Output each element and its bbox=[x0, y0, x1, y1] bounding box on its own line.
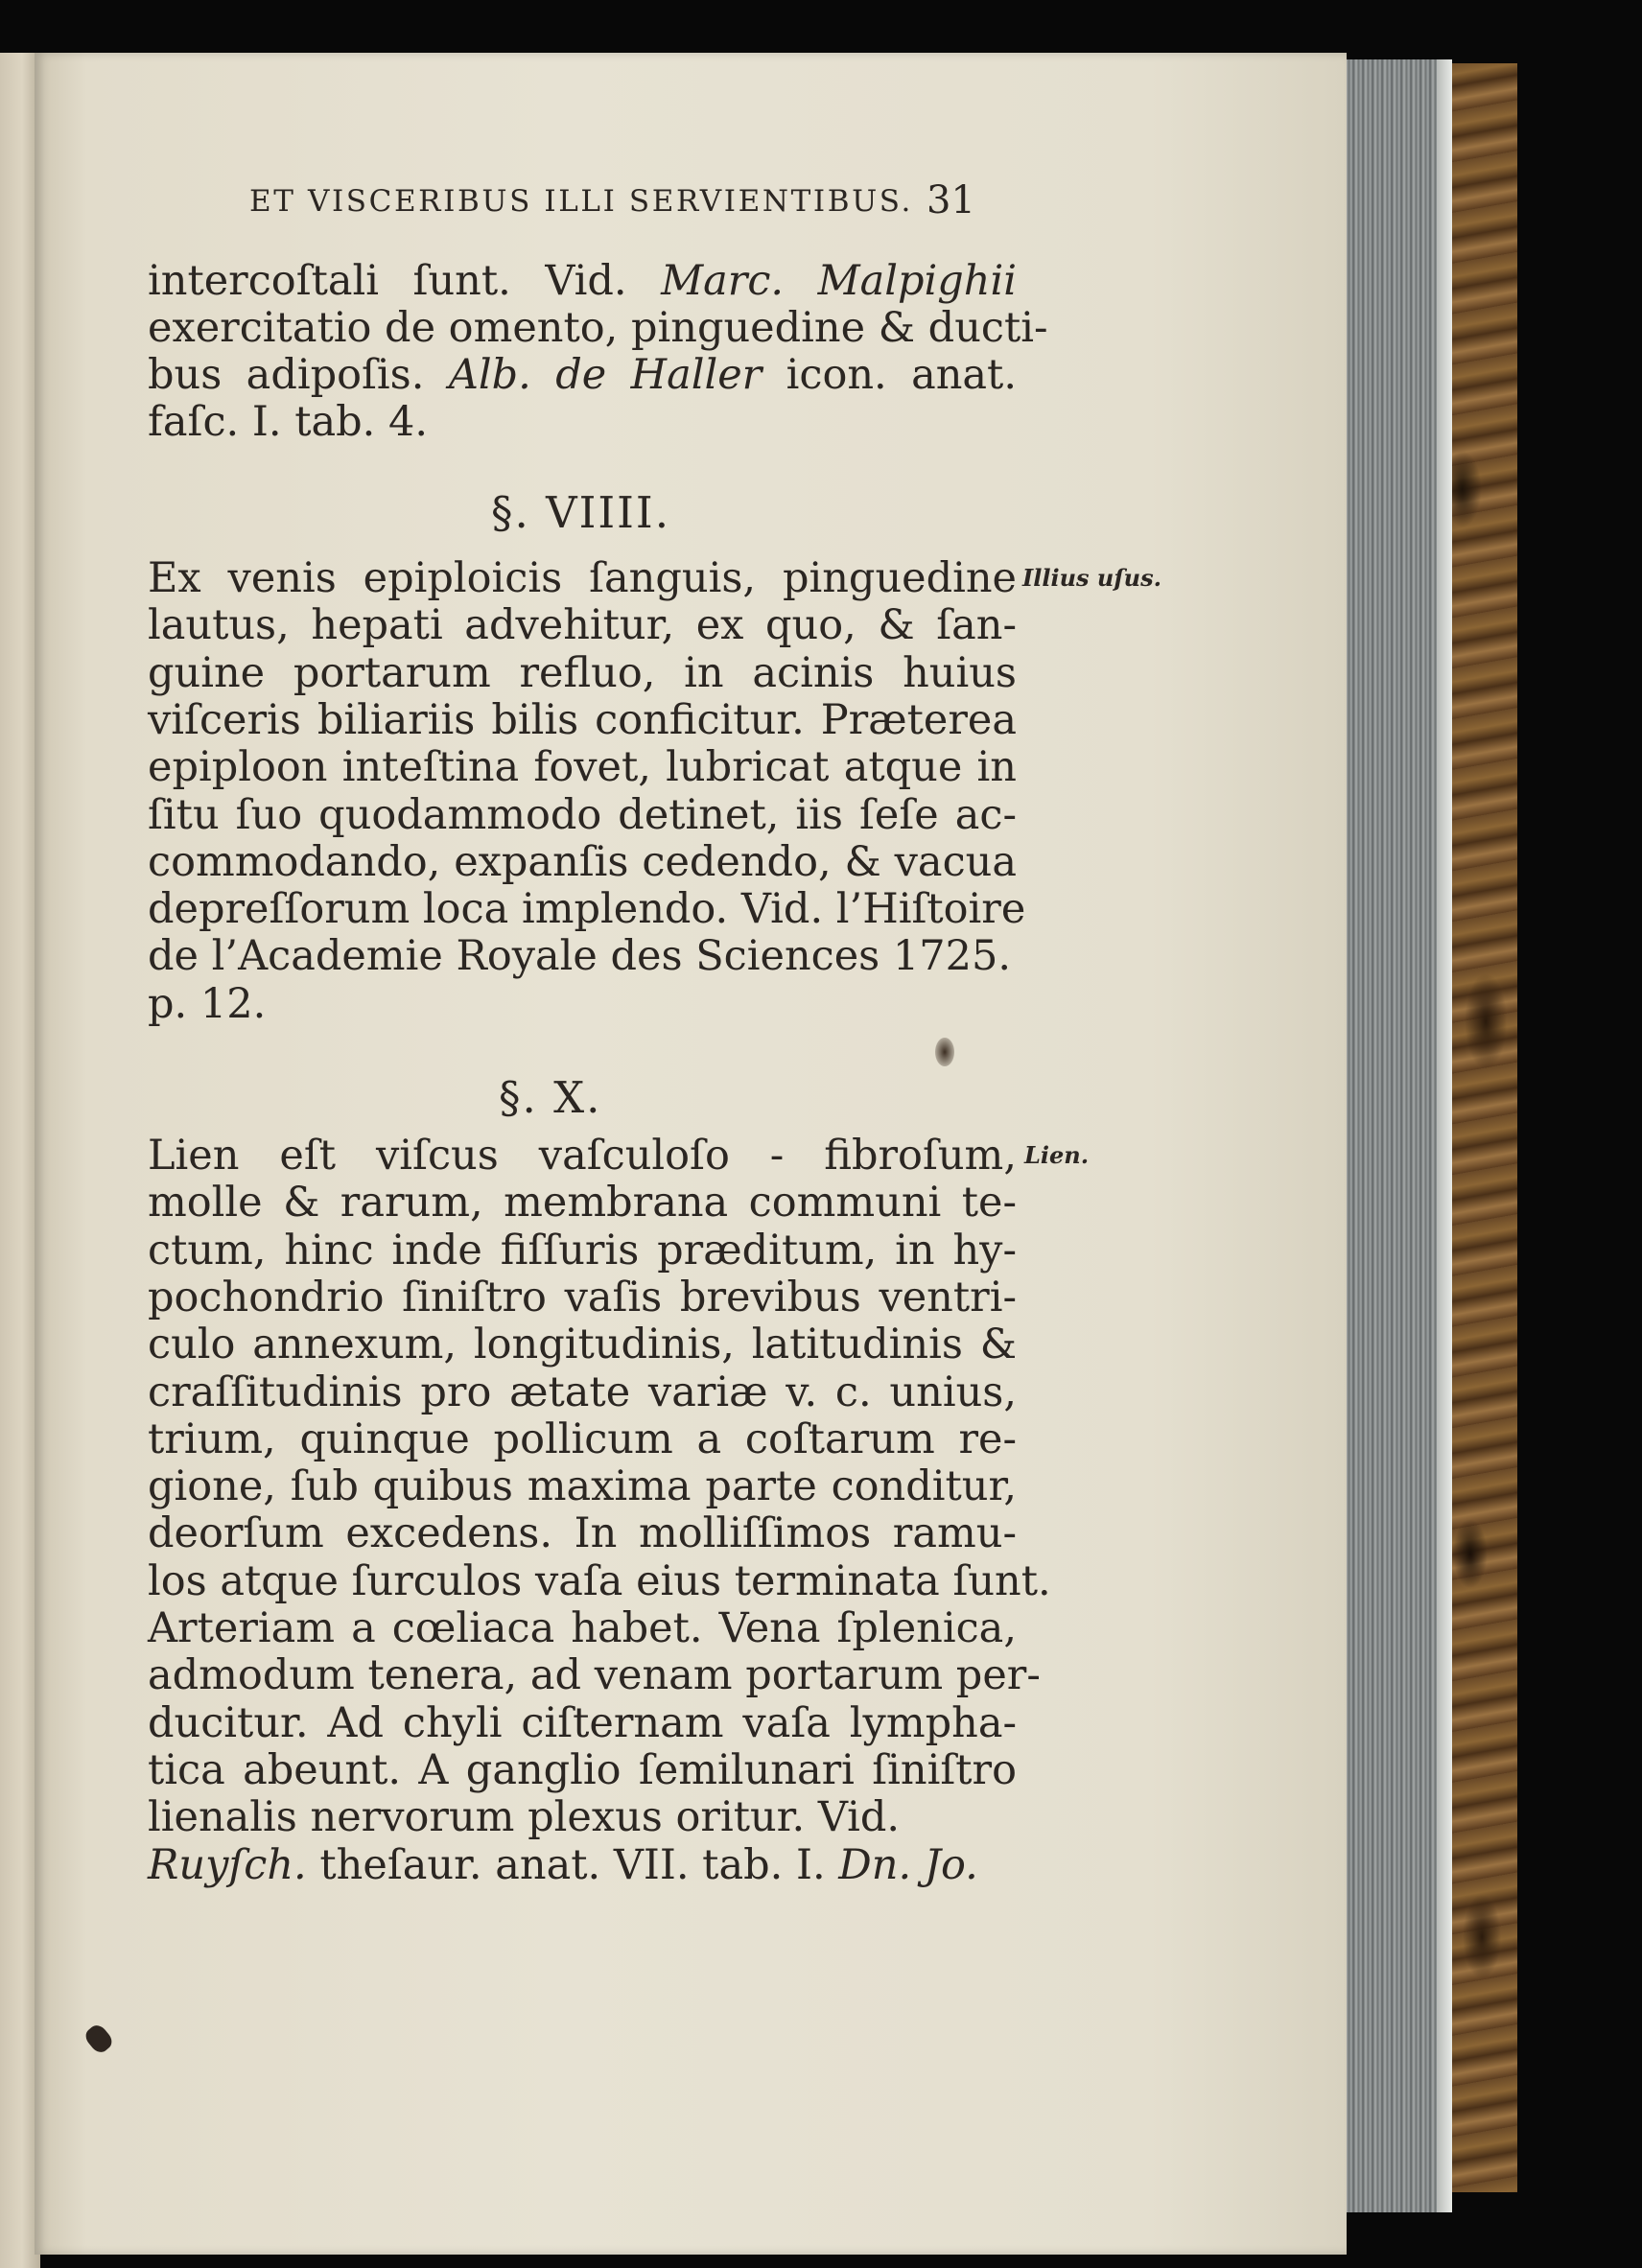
text-run: ſitu ſuo quodammodo detinet, iis ſeſe ac- bbox=[148, 790, 1017, 839]
text-run: de l’Academie Royale des Sciences 1725. bbox=[148, 932, 1012, 981]
text-run: Marc. Malpighii bbox=[661, 257, 1018, 305]
text-run: Lien eſt viſcus vaſculoſo - fibroſum, bbox=[148, 1132, 1017, 1180]
text-line bbox=[148, 601, 1017, 649]
text-line bbox=[148, 1415, 1017, 1463]
text-line bbox=[148, 932, 1011, 980]
text-line bbox=[148, 1227, 1017, 1274]
text-line bbox=[148, 1368, 1017, 1416]
text-line bbox=[148, 1556, 1051, 1605]
text-run: Ruyſch. bbox=[148, 1840, 307, 1889]
text-run: gione, ſub quibus maxima parte conditur, bbox=[148, 1462, 1017, 1511]
text-run: bus adipoſis. bbox=[148, 351, 449, 399]
text-line bbox=[148, 1274, 1017, 1321]
text-run: tica abeunt. A ganglio ſemilunari ſiniſtro bbox=[148, 1745, 1017, 1794]
text-run: trium, quinque pollicum a coſtarum re- bbox=[148, 1415, 1017, 1463]
text-line bbox=[148, 1841, 978, 1889]
text-run: deorſum excedens. In molliſſimos ramu- bbox=[148, 1509, 1017, 1558]
text-run: culo annexum, longitudinis, latitudinis & bbox=[148, 1321, 1017, 1369]
text-run: admodum tenera, ad venam portarum per- bbox=[148, 1651, 1041, 1700]
text-run: viſceris biliariis bilis conficitur. Præterea bbox=[148, 695, 1017, 744]
text-run: intercoſtali ſunt. Vid. bbox=[148, 257, 662, 305]
text-run: exercitatio de omento, pinguedine & ducti- bbox=[148, 304, 1048, 352]
text-run: commodando, expanſis cedendo, & vacua bbox=[148, 837, 1017, 886]
text-run: faſc. I. tab. 4. bbox=[148, 398, 429, 446]
text-run: craſſitudinis pro ætate variæ v. c. unius, bbox=[148, 1368, 1017, 1416]
text-line bbox=[148, 1793, 900, 1841]
text-run: guine portarum refluo, in acinis huius bbox=[148, 648, 1017, 697]
text-run: Dn. Jo. bbox=[838, 1840, 978, 1889]
text-line bbox=[148, 1132, 1017, 1180]
text-line bbox=[148, 304, 1048, 352]
text-line bbox=[148, 980, 266, 1028]
text-run: los atque ſurculos vaſa eius terminata ſunt. bbox=[148, 1556, 1051, 1605]
text-line bbox=[148, 743, 1017, 791]
page-edges bbox=[1339, 59, 1452, 2212]
text-run: molle & rarum, membrana communi te- bbox=[148, 1179, 1017, 1228]
text-line bbox=[148, 1699, 1017, 1747]
text-run: lienalis nervorum plexus oritur. Vid. bbox=[148, 1793, 901, 1842]
page-number: 31 bbox=[927, 178, 975, 222]
text-line bbox=[148, 885, 1026, 934]
text-run: ducitur. Ad chyli ciſternam vaſa lympha- bbox=[148, 1698, 1017, 1747]
text-line bbox=[148, 1604, 1017, 1652]
text-run: depreſſorum loca implendo. Vid. l’Hiſtoire bbox=[148, 885, 1026, 934]
margin-note-illius-usus: Illius uſus. bbox=[1022, 564, 1161, 592]
text-run: icon. anat. bbox=[762, 351, 1018, 399]
text-line bbox=[148, 696, 1017, 744]
text-line bbox=[148, 257, 1017, 305]
ink-stain bbox=[935, 1038, 954, 1066]
text-run: epiploon inteſtina fovet, lubricat atque in bbox=[148, 743, 1017, 792]
text-line bbox=[148, 838, 1017, 886]
text-line bbox=[148, 1651, 1041, 1700]
text-run: Alb. de Haller bbox=[448, 351, 762, 399]
text-run: Ex venis epiploicis ſanguis, pinguedine bbox=[148, 554, 1017, 602]
text-run: p. 12. bbox=[148, 979, 267, 1028]
text-line bbox=[148, 1321, 1017, 1368]
text-line bbox=[148, 1509, 1017, 1557]
section-heading-viiii: §. VIIII. bbox=[491, 487, 671, 538]
section-heading-x: §. X. bbox=[499, 1072, 602, 1123]
text-line bbox=[148, 554, 1017, 602]
text-line bbox=[148, 791, 1017, 839]
text-line bbox=[148, 1462, 1017, 1510]
running-header: ET VISCERIBUS ILLI SERVIENTIBUS. bbox=[249, 184, 913, 219]
text-run: Arteriam a cœliaca habet. Vena ſplenica, bbox=[148, 1604, 1017, 1652]
text-run: pochondrio ſiniſtro vaſis brevibus ventri- bbox=[148, 1273, 1017, 1321]
text-line bbox=[148, 351, 1017, 399]
text-run: theſaur. anat. VII. tab. I. bbox=[306, 1840, 839, 1889]
text-run: lautus, hepati advehitur, ex quo, & ſan- bbox=[148, 601, 1017, 650]
text-line bbox=[148, 398, 428, 446]
text-line bbox=[148, 649, 1017, 697]
text-line bbox=[148, 1746, 1017, 1794]
text-run: ctum, hinc inde fiſſuris præditum, in hy- bbox=[148, 1226, 1017, 1274]
margin-note-lien: Lien. bbox=[1024, 1141, 1090, 1169]
text-line bbox=[148, 1179, 1017, 1227]
